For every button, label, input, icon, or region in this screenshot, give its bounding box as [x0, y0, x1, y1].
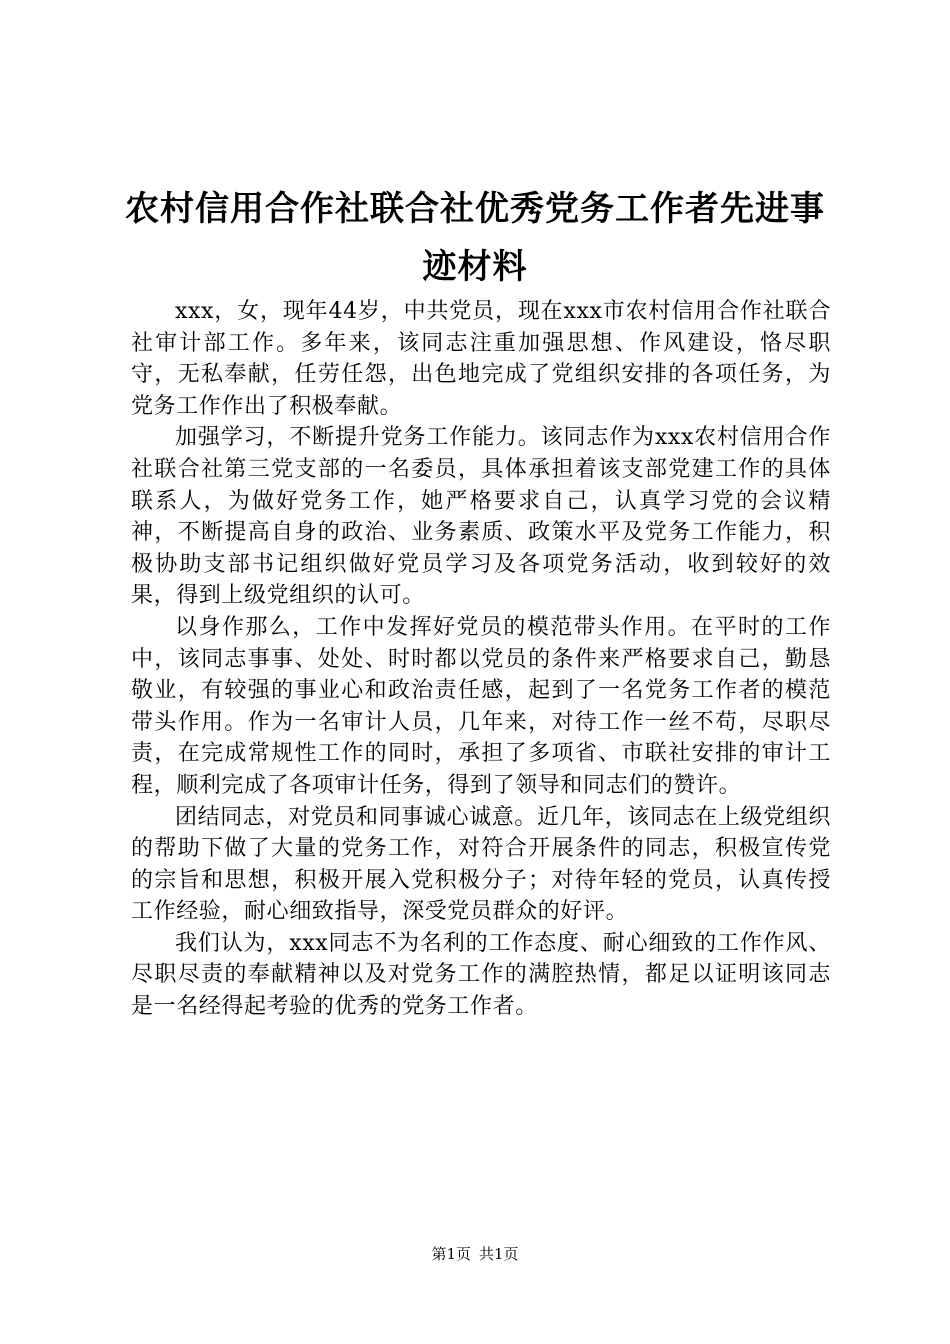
paragraph-study: 加强学习，不断提升党务工作能力。该同志作为xxx农村信用合作社联合社第三党支部的一名委员，具体承担着该支部党建工作的具体联系人，为做好党务工作，她严格要求自己，认真学习党的会议精神，不断提高自身的政治、业务素质、政策水平及党务工作能力，积极协助支部书记组织做好党员学习及各项党务活动，收到较好的效果，得到上级党组织的认可。	[131, 425, 831, 609]
paragraph-intro: xxx，女，现年44岁，中共党员，现在xxx市农村信用合作社联合社审计部工作。多年来，该同志注重加强思想、作风建设，恪尽职守，无私奉献，任劳任怨，出色地完成了党组织安排的各项任务，为党务工作作出了积极奉献。	[131, 299, 831, 419]
paragraph-conclusion: 我们认为，xxx同志不为名利的工作态度、耐心细致的工作作风、尽职尽责的奉献精神以及对党务工作的满腔热情，都足以证明该同志是一名经得起考验的优秀的党务工作者。	[131, 930, 831, 1020]
document-body	[131, 296, 831, 1023]
page-footer	[0, 1244, 950, 1264]
paragraph-unity: 团结同志，对党员和同事诚心诚意。近几年，该同志在上级党组织的帮助下做了大量的党务工作，对符合开展条件的同志，积极宣传党的宗旨和思想，积极开展入党积极分子；对待年轻的党员，认真传授工作经验，耐心细致指导，深受党员群众的好评。	[131, 804, 831, 925]
page-total: 共1页	[479, 1245, 519, 1263]
document-title: 农村信用合作社联合社优秀党务工作者先进事迹材料	[125, 189, 825, 287]
page-number: 第1页	[431, 1245, 471, 1263]
paragraph-role-model: 以身作那么，工作中发挥好党员的模范带头作用。在平时的工作中，该同志事事、处处、时时都以党员的条件来严格要求自己，勤恳敬业，有较强的事业心和政治责任感，起到了一名党务工作者的模范带头作用。作为一名审计人员，几年来，对待工作一丝不苟，尽职尽责，在完成常规性工作的同时，承担了多项省、市联社安排的审计工程，顺利完成了各项审计任务，得到了领导和同志们的赞许。	[131, 614, 831, 798]
